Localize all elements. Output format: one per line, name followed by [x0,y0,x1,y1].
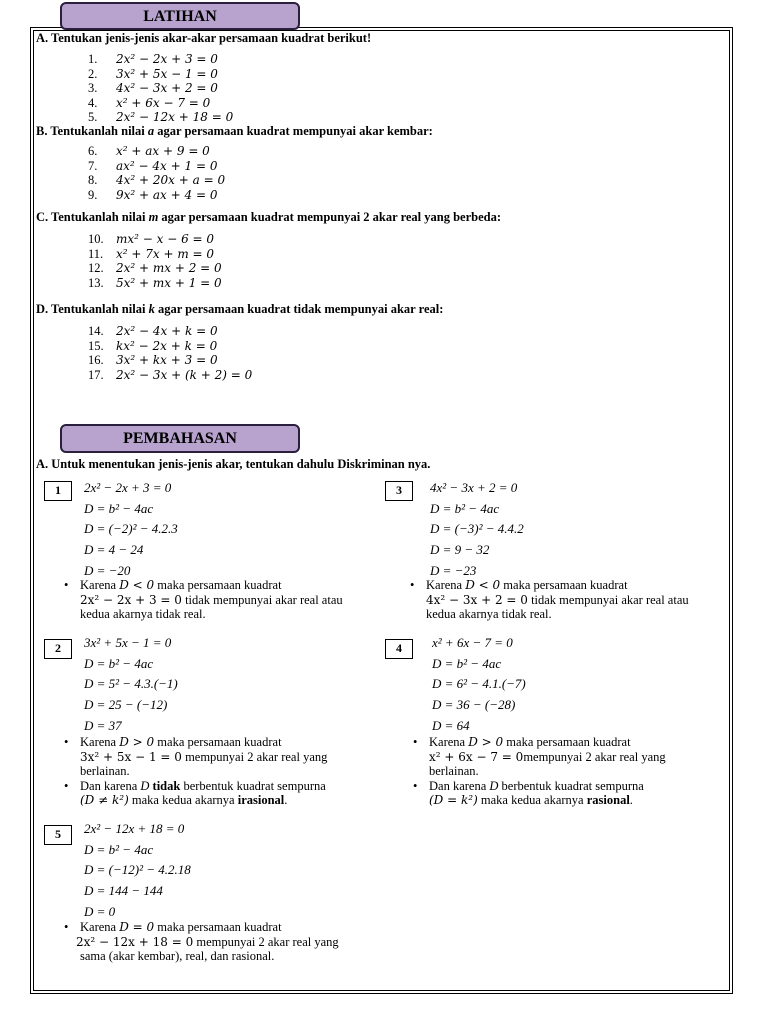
section-c-heading: C. Tentukanlah nilai m agar persamaan kuadrat mempunyai 2 akar real yang berbeda: [36,210,502,224]
list-item: 12. 2x² + mx + 2 = 0 [88,261,222,275]
list-item: 8. 4x² + 20x + a = 0 [88,173,226,187]
solution-number-badge: 2 [44,639,72,659]
list-item: 14. 2x² − 4x + k = 0 [88,324,218,338]
list-item: 5. 2x² − 12x + 18 = 0 [88,110,234,124]
section-c-list [88,232,222,290]
pembahasan-tab: PEMBAHASAN [60,424,300,453]
solution-note: • Karena D < 0 maka persamaan kuadrat 2x² − 2x + 3 = 0 tidak mempunyai akar real atau kedua akarnya tidak real. [62,578,382,622]
list-item: 4. x² + 6x − 7 = 0 [88,95,211,110]
latihan-tab: LATIHAN [60,2,300,30]
solution-number-badge: 4 [385,639,413,659]
solution-steps: 2x² − 2x + 3 = 0 D = b² − 4ac D = (−2)² − 4.2.3 D = 4 − 24 D = −20 [84,480,178,578]
section-b-heading: B. Tentukanlah nilai a agar persamaan kuadrat mempunyai akar kembar: [36,124,433,138]
solution-note: • Karena D > 0 maka persamaan kuadrat x² + 6x − 7 = 0mempunyai 2 akar real yang berlainan. • Dan karena D berbentuk kuadrat sempurna (D = k²) maka kedua akarnya rasional. [411,735,731,808]
section-d-heading: D. Tentukanlah nilai k agar persamaan kuadrat tidak mempunyai akar real: [36,302,444,316]
list-item: 16. 3x² + kx + 3 = 0 [88,353,218,367]
list-item: 13. 5x² + mx + 1 = 0 [88,275,222,290]
solution-steps: x² + 6x − 7 = 0 D = b² − 4ac D = 6² − 4.1.(−7) D = 36 − (−28) D = 64 [432,635,526,733]
list-item: 6. x² + ax + 9 = 0 [88,144,210,158]
list-item: 1. 2x² − 2x + 3 = 0 [88,52,218,66]
section-b-list [88,144,225,202]
solution-note: • Karena D < 0 maka persamaan kuadrat 4x² − 3x + 2 = 0 tidak mempunyai akar real atau kedua akarnya tidak real. [408,578,728,622]
list-item: 15. kx² − 2x + k = 0 [88,338,218,353]
list-item: 17. 2x² − 3x + (k + 2) = 0 [88,367,253,382]
list-item: 10. mx² − x − 6 = 0 [88,232,215,246]
section-a-heading: A. Tentukan jenis-jenis akar-akar persamaan kuadrat berikut! [36,31,372,45]
solution-number-badge: 3 [385,481,413,501]
solution-note: • Karena D > 0 maka persamaan kuadrat 3x² + 5x − 1 = 0 mempunyai 2 akar real yang berlainan. • Dan karena D tidak berbentuk kuadrat sempurna (D ≠ k²) maka kedua akarnya irasional. [62,735,382,808]
pembahasan-heading: A. Untuk menentukan jenis-jenis akar, tentukan dahulu Diskriminan nya. [36,457,431,471]
section-d-list [88,324,252,382]
solution-steps: 2x² − 12x + 18 = 0 D = b² − 4ac D = (−12)² − 4.2.18 D = 144 − 144 D = 0 [84,821,191,919]
solution-note: • Karena D = 0 maka persamaan kuadrat 2x² − 12x + 18 = 0 mempunyai 2 akar real yang sama (akar kembar), real, dan rasional. [62,920,392,964]
list-item: 3. 4x² − 3x + 2 = 0 [88,81,218,95]
list-item: 9. 9x² + ax + 4 = 0 [88,187,218,202]
solution-number-badge: 5 [44,825,72,845]
list-item: 7. ax² − 4x + 1 = 0 [88,158,218,173]
solution-number-badge: 1 [44,481,72,501]
list-item: 11. x² + 7x + m = 0 [88,246,215,261]
solution-steps: 3x² + 5x − 1 = 0 D = b² − 4ac D = 5² − 4.3.(−1) D = 25 − (−12) D = 37 [84,635,178,733]
section-a-list [88,52,233,125]
list-item: 2. 3x² + 5x − 1 = 0 [88,66,218,81]
solution-steps: 4x² − 3x + 2 = 0 D = b² − 4ac D = (−3)² − 4.4.2 D = 9 − 32 D = −23 [430,480,524,578]
